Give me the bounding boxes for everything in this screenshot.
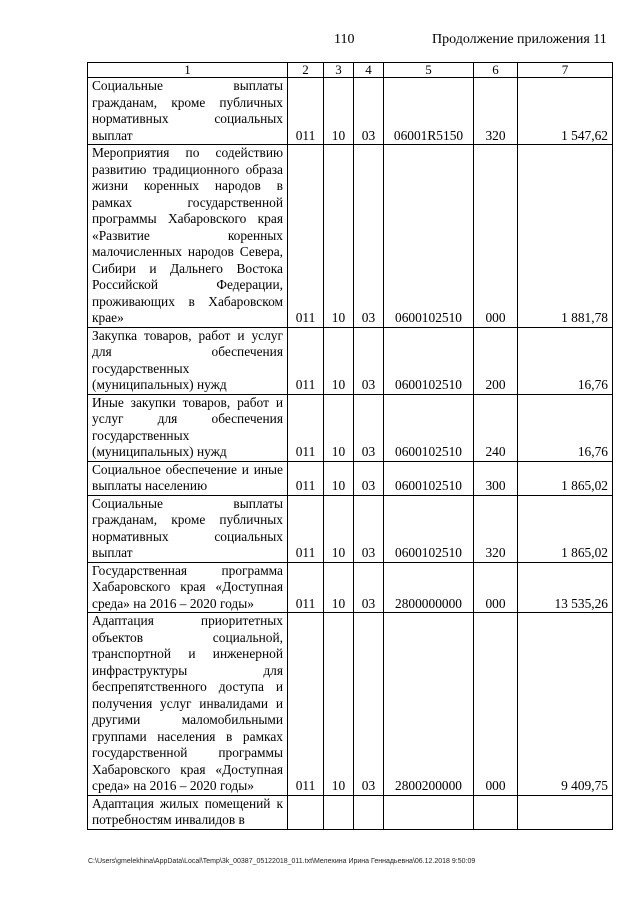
subsection-code: 03 [354,145,384,328]
table-row [88,461,613,495]
column-header: 1 [88,63,288,78]
table-row [88,613,613,796]
subsection-code: 03 [354,461,384,495]
section-code: 10 [324,495,354,562]
section-code: 10 [324,327,354,394]
expense-type-code: 240 [474,394,518,461]
table-row [88,795,613,829]
expense-type-code [474,795,518,829]
row-name: Социальное обеспечение и иные выплаты населению [88,461,288,495]
amount [518,795,613,829]
ministry-code: 011 [288,145,324,328]
amount: 1 881,78 [518,145,613,328]
section-code: 10 [324,613,354,796]
target-article-code: 0600102510 [384,495,474,562]
ministry-code: 011 [288,327,324,394]
subsection-code: 03 [354,495,384,562]
table-row [88,562,613,613]
ministry-code: 011 [288,78,324,145]
expense-type-code: 300 [474,461,518,495]
column-header: 4 [354,63,384,78]
column-number-row [88,63,613,78]
target-article-code: 06001R5150 [384,78,474,145]
row-name: Государственная программа Хабаровского края «Доступная среда» на 2016 – 2020 годы» [88,562,288,613]
column-header: 2 [288,63,324,78]
subsection-code [354,795,384,829]
target-article-code: 0600102510 [384,394,474,461]
amount: 9 409,75 [518,613,613,796]
target-article-code [384,795,474,829]
column-header: 7 [518,63,613,78]
subsection-code: 03 [354,613,384,796]
row-name: Адаптация жилых помещений к потребностям инвалидов в [88,795,288,829]
amount: 16,76 [518,327,613,394]
table-row [88,78,613,145]
ministry-code: 011 [288,461,324,495]
row-name: Иные закупки товаров, работ и услуг для обеспечения государственных (муниципальных) нужд [88,394,288,461]
amount: 1 865,02 [518,461,613,495]
ministry-code: 011 [288,495,324,562]
target-article-code: 2800000000 [384,562,474,613]
section-code: 10 [324,145,354,328]
target-article-code: 0600102510 [384,327,474,394]
target-article-code: 0600102510 [384,461,474,495]
expense-type-code: 000 [474,145,518,328]
ministry-code [288,795,324,829]
subsection-code: 03 [354,394,384,461]
document-footer-path: C:\Users\gmelekhina\AppData\Local\Temp\3k_00387_05122018_011.txt\Мелехина Ирина Геннадьевна\06.12.2018 9:50:09 [88,858,476,865]
row-name: Социальные выплаты гражданам, кроме публичных нормативных социальных выплат [88,78,288,145]
row-name: Социальные выплаты гражданам, кроме публичных нормативных социальных выплат [88,495,288,562]
amount: 1 865,02 [518,495,613,562]
table-row [88,327,613,394]
section-code: 10 [324,394,354,461]
section-code: 10 [324,461,354,495]
target-article-code: 0600102510 [384,145,474,328]
amount: 13 535,26 [518,562,613,613]
ministry-code: 011 [288,613,324,796]
row-name: Мероприятия по содействию развитию традиционного образа жизни коренных народов в рамках государственной программы Хабаровского края «Развитие коренных малочисленных народов Севера, Сибири и Дальнего Востока Российской Федерации, проживающих в Хабаровском крае» [88,145,288,328]
ministry-code: 011 [288,394,324,461]
amount: 1 547,62 [518,78,613,145]
expense-type-code: 200 [474,327,518,394]
subsection-code: 03 [354,327,384,394]
expense-type-code: 000 [474,613,518,796]
expense-type-code: 000 [474,562,518,613]
column-header: 5 [384,63,474,78]
column-header: 6 [474,63,518,78]
column-header: 3 [324,63,354,78]
section-code [324,795,354,829]
target-article-code: 2800200000 [384,613,474,796]
subsection-code: 03 [354,562,384,613]
ministry-code: 011 [288,562,324,613]
expense-type-code: 320 [474,495,518,562]
section-code: 10 [324,78,354,145]
row-name: Закупка товаров, работ и услуг для обеспечения государственных (муниципальных) нужд [88,327,288,394]
table-row [88,394,613,461]
expense-type-code: 320 [474,78,518,145]
page-caption: Продолжение приложения 11 [432,32,607,47]
table-row [88,145,613,328]
table-row [88,495,613,562]
budget-table [87,62,613,830]
page-number: 110 [334,32,355,47]
section-code: 10 [324,562,354,613]
subsection-code: 03 [354,78,384,145]
amount: 16,76 [518,394,613,461]
row-name: Адаптация приоритетных объектов социальной, транспортной и инженерной инфраструктуры для беспрепятственного доступа и получения услуг инвалидами и другими маломобильными группами населения в рамках государственной программы Хабаровского края «Доступная среда» на 2016 – 2020 годы» [88,613,288,796]
